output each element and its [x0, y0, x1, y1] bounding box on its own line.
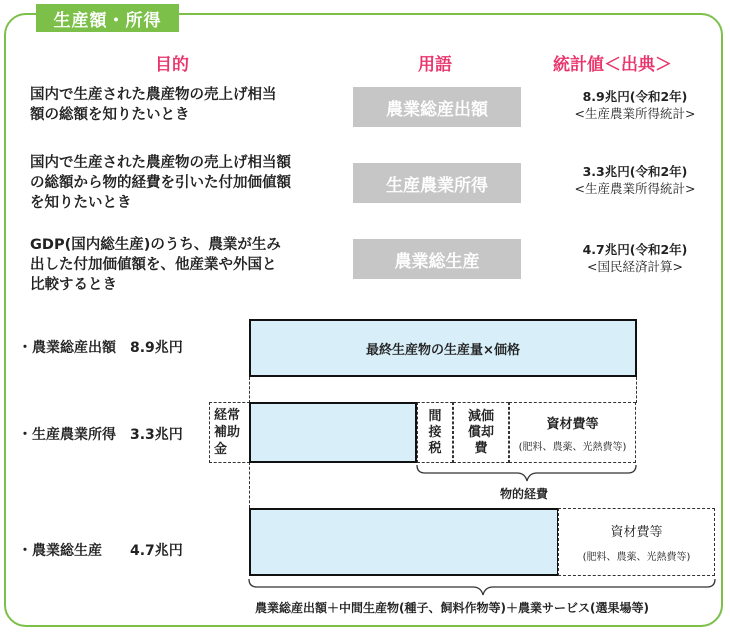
- purpose-text-1: 国内で生産された農産物の売上げ相当 額の総額を知りたいとき: [30, 87, 277, 123]
- bar-farm-income: [249, 402, 417, 463]
- stat-value-2: 3.3兆円(令和2年): [582, 164, 688, 179]
- formula-text: 農業総産出額＋中間生産物(種子、飼料作物等)＋農業サービス(選果場等): [255, 601, 649, 615]
- diagram-label-gross-output: ・農業総産出額 8.9兆円: [18, 340, 183, 356]
- header-purpose: 目的: [155, 55, 189, 75]
- stat-value-1: 8.9兆円(令和2年): [582, 89, 688, 104]
- term-box-2: 生産農業所得: [353, 163, 521, 203]
- stat-source-1: <生産農業所得統計>: [574, 106, 696, 121]
- stat-1: [545, 88, 725, 122]
- connector-line: [249, 462, 250, 508]
- box-subsidy: 経常 補助 金: [209, 402, 250, 463]
- connector-line: [249, 377, 250, 403]
- bar-gross-output: 最終生産物の生産量×価格: [249, 319, 637, 377]
- term-box-3: 農業総生産: [353, 239, 521, 279]
- brace-gross-production: [247, 577, 719, 597]
- stat-2: [545, 163, 725, 197]
- stat-source-3: <国民経済計算>: [587, 259, 683, 274]
- stat-source-2: <生産農業所得統計>: [574, 181, 696, 196]
- diagram-label-farm-income: ・生産農業所得 3.3兆円: [18, 427, 183, 443]
- purpose-text-3: GDP(国内総生産)のうち、農業が生み 出した付加価値額を、他産業や外国と 比較するとき: [30, 237, 281, 293]
- header-stat: 統計値＜出典＞: [553, 55, 672, 75]
- label-material-costs: 物的経費: [500, 487, 549, 501]
- purpose-text-2: 国内で生産された農産物の売上げ相当額 の総額から物的経費を引いた付加価値額 を知りたいとき: [30, 155, 291, 211]
- term-box-1: 農業総産出額: [353, 87, 521, 127]
- box-depreciation: 減価 償却 費: [453, 402, 509, 463]
- brace-material-costs: [415, 463, 640, 483]
- stat-value-3: 4.7兆円(令和2年): [582, 242, 688, 257]
- connector-line: [636, 377, 637, 403]
- box-indirect-tax: 間 接 税: [417, 402, 453, 463]
- stat-3: [545, 241, 725, 275]
- bar-gross-production: [249, 508, 559, 576]
- box-materials: 資材費等 (肥料、農薬、光熱費等): [509, 402, 636, 463]
- section-tab: 生産額・所得: [36, 4, 179, 32]
- diagram-label-gross-production: ・農業総生産 4.7兆円: [18, 543, 183, 559]
- header-term: 用語: [418, 55, 452, 75]
- box-materials-2: 資材費等 (肥料、農薬、光熱費等): [558, 508, 715, 576]
